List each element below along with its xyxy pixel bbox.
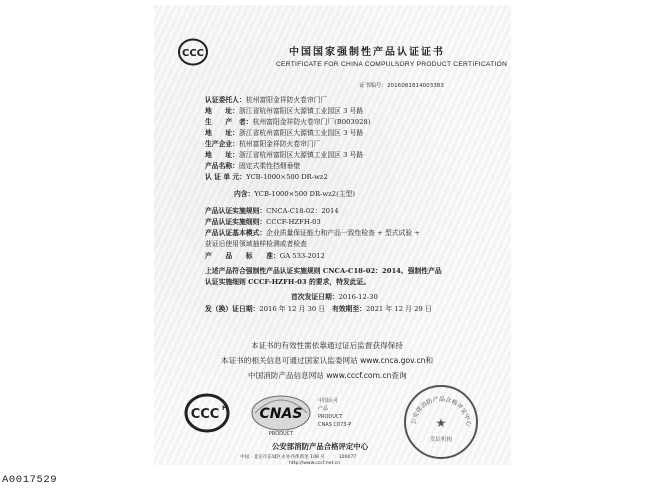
ccc-logo bbox=[178, 38, 208, 66]
contains-row bbox=[234, 190, 355, 198]
seal-star-icon: ★ bbox=[435, 416, 447, 430]
conform-line-2 bbox=[205, 278, 370, 286]
ccc-f-badge bbox=[184, 393, 230, 433]
conform-text-1: 上述产品符合强制性产品认证实施规则 CNCA-C18-02：2014、强制性产品 bbox=[205, 267, 442, 275]
unit-row bbox=[205, 173, 328, 181]
issue-label: 发（换）证日期： bbox=[205, 305, 260, 313]
rule-row bbox=[205, 207, 339, 215]
certificate bbox=[154, 5, 511, 465]
address2-row bbox=[205, 129, 363, 137]
address-row bbox=[205, 107, 363, 115]
detail-value: CCCF-HZFH-03 bbox=[266, 218, 321, 226]
unit-value: YCB-1000×500 DR-wz2 bbox=[246, 173, 328, 181]
mode-row bbox=[205, 229, 420, 237]
contains-label: 内含： bbox=[234, 190, 255, 198]
seal-ring-path: 公安部消防产品合格评定中心 bbox=[410, 395, 473, 427]
notice-line-1: 本证书的有效性需依靠通过证后监督获得保持 bbox=[251, 341, 403, 350]
detail-row bbox=[205, 218, 321, 226]
product-name-row bbox=[205, 162, 300, 170]
cert-number-label: 证书编号： bbox=[359, 83, 387, 89]
rule-value: CNCA-C18-02：2014 bbox=[266, 207, 339, 215]
manufacturer-value: 杭州富阳金祥防火卷帘门厂(B003928) bbox=[252, 118, 371, 126]
issuer-address: 中国 · 北京市东城区永外西革新里 108 号 100077 bbox=[240, 455, 357, 460]
address-label: 地 址： bbox=[205, 107, 239, 115]
mode-label: 产品认证基本模式： bbox=[205, 229, 267, 237]
mode-value: 企业质量保证能力和产品一致性检查 + 型式试验 + bbox=[266, 229, 420, 237]
accredit-en: PRODUCT bbox=[318, 414, 343, 420]
conform-line-1 bbox=[205, 267, 442, 275]
ccc-logo-letters: CCC bbox=[181, 48, 205, 59]
mode-value-2: 获证后使用领域抽样检测或者检查 bbox=[205, 240, 307, 248]
mode-row-2 bbox=[205, 240, 307, 248]
ccc-f-sub: F bbox=[222, 405, 227, 412]
product-name-label: 产品名称： bbox=[205, 162, 239, 170]
first-issue-label: 首次发证日期： bbox=[291, 293, 339, 301]
issue-date-row bbox=[205, 305, 432, 313]
seal-inner-text: 发证机构 bbox=[429, 437, 453, 443]
product-name-value: 固定式柔性挡烟垂壁 bbox=[238, 162, 301, 170]
cnas-sub: PRODUCT bbox=[268, 431, 294, 437]
applicant-value: 杭州富阳金祥防火卷帘门厂 bbox=[245, 96, 328, 104]
cert-number bbox=[359, 81, 444, 89]
accreditation-block bbox=[318, 397, 351, 429]
manufacturer-row bbox=[205, 118, 370, 126]
factory-value: 杭州富阳金祥防火卷帘门厂 bbox=[238, 140, 321, 148]
issue-value: 2016 年 12 月 30 日 bbox=[259, 305, 326, 313]
accredit-cn-2: 产品 bbox=[318, 406, 329, 412]
rule-label: 产品认证实施规则： bbox=[205, 207, 267, 215]
cnas-text: CNAS bbox=[259, 406, 303, 422]
issuer-site: http://www.cccf.net.cn bbox=[289, 461, 341, 465]
official-seal bbox=[402, 383, 480, 461]
accredit-code: CNAS C073-P bbox=[318, 422, 352, 428]
contains-value: YCB-1000×500 DR-wz2(主型) bbox=[254, 190, 355, 198]
standard-row bbox=[205, 252, 325, 260]
title-en: CERTIFICATE FOR CHINA COMPULSORY PRODUCT CERTIFICATION bbox=[276, 61, 508, 68]
title-cn: 中国国家强制性产品认证证书 bbox=[289, 47, 445, 58]
valid-label: 有效期至： bbox=[331, 305, 366, 313]
valid-value: 2021 年 12 月 29 日 bbox=[365, 305, 432, 313]
standard-label: 产 品 标 准： bbox=[205, 252, 280, 260]
conform-text-2: 认证实施细则 CCCF-HZFH-03 的要求，特发此证。 bbox=[205, 278, 371, 286]
issuer-name: 公安部消防产品合格评定中心 bbox=[272, 442, 369, 451]
detail-label: 产品认证实施细则： bbox=[205, 218, 267, 226]
cnas-badge bbox=[250, 393, 312, 437]
first-issue-row bbox=[291, 293, 378, 301]
accredit-cn-1: 中国认可 bbox=[318, 398, 339, 404]
serial-number: A0017529 bbox=[2, 474, 58, 486]
address3-label: 地 址： bbox=[205, 151, 239, 159]
factory-label: 生产企业： bbox=[205, 140, 239, 148]
cert-number-value: 2016081814003383 bbox=[386, 83, 444, 89]
notice-line-3: 中国消防产品信息网站 www.cccf.com.cn查询 bbox=[248, 371, 407, 380]
ccc-f-letters: CCC bbox=[190, 407, 220, 422]
factory-row bbox=[205, 140, 321, 148]
first-issue-value: 2016-12-30 bbox=[338, 293, 378, 301]
applicant-label: 认证委托人： bbox=[205, 96, 246, 104]
address-value: 浙江省杭州富阳区大源镇工业园区 3 号路 bbox=[238, 107, 364, 115]
standard-value: GA 533-2012 bbox=[279, 252, 325, 260]
address3-row bbox=[205, 151, 363, 159]
address2-label: 地 址： bbox=[205, 129, 239, 137]
unit-label: 认 证 单 元： bbox=[205, 173, 247, 181]
address2-value: 浙江省杭州富阳区大源镇工业园区 3 号路 bbox=[238, 129, 364, 137]
applicant-row bbox=[205, 96, 327, 104]
address3-value: 浙江省杭州富阳区大源镇工业园区 3 号路 bbox=[238, 151, 364, 159]
notice-line-2: 本证书的相关信息可通过国家认监委网站 www.cnca.gov.cn和 bbox=[221, 356, 434, 365]
manufacturer-label: 生 产 者： bbox=[205, 118, 253, 126]
